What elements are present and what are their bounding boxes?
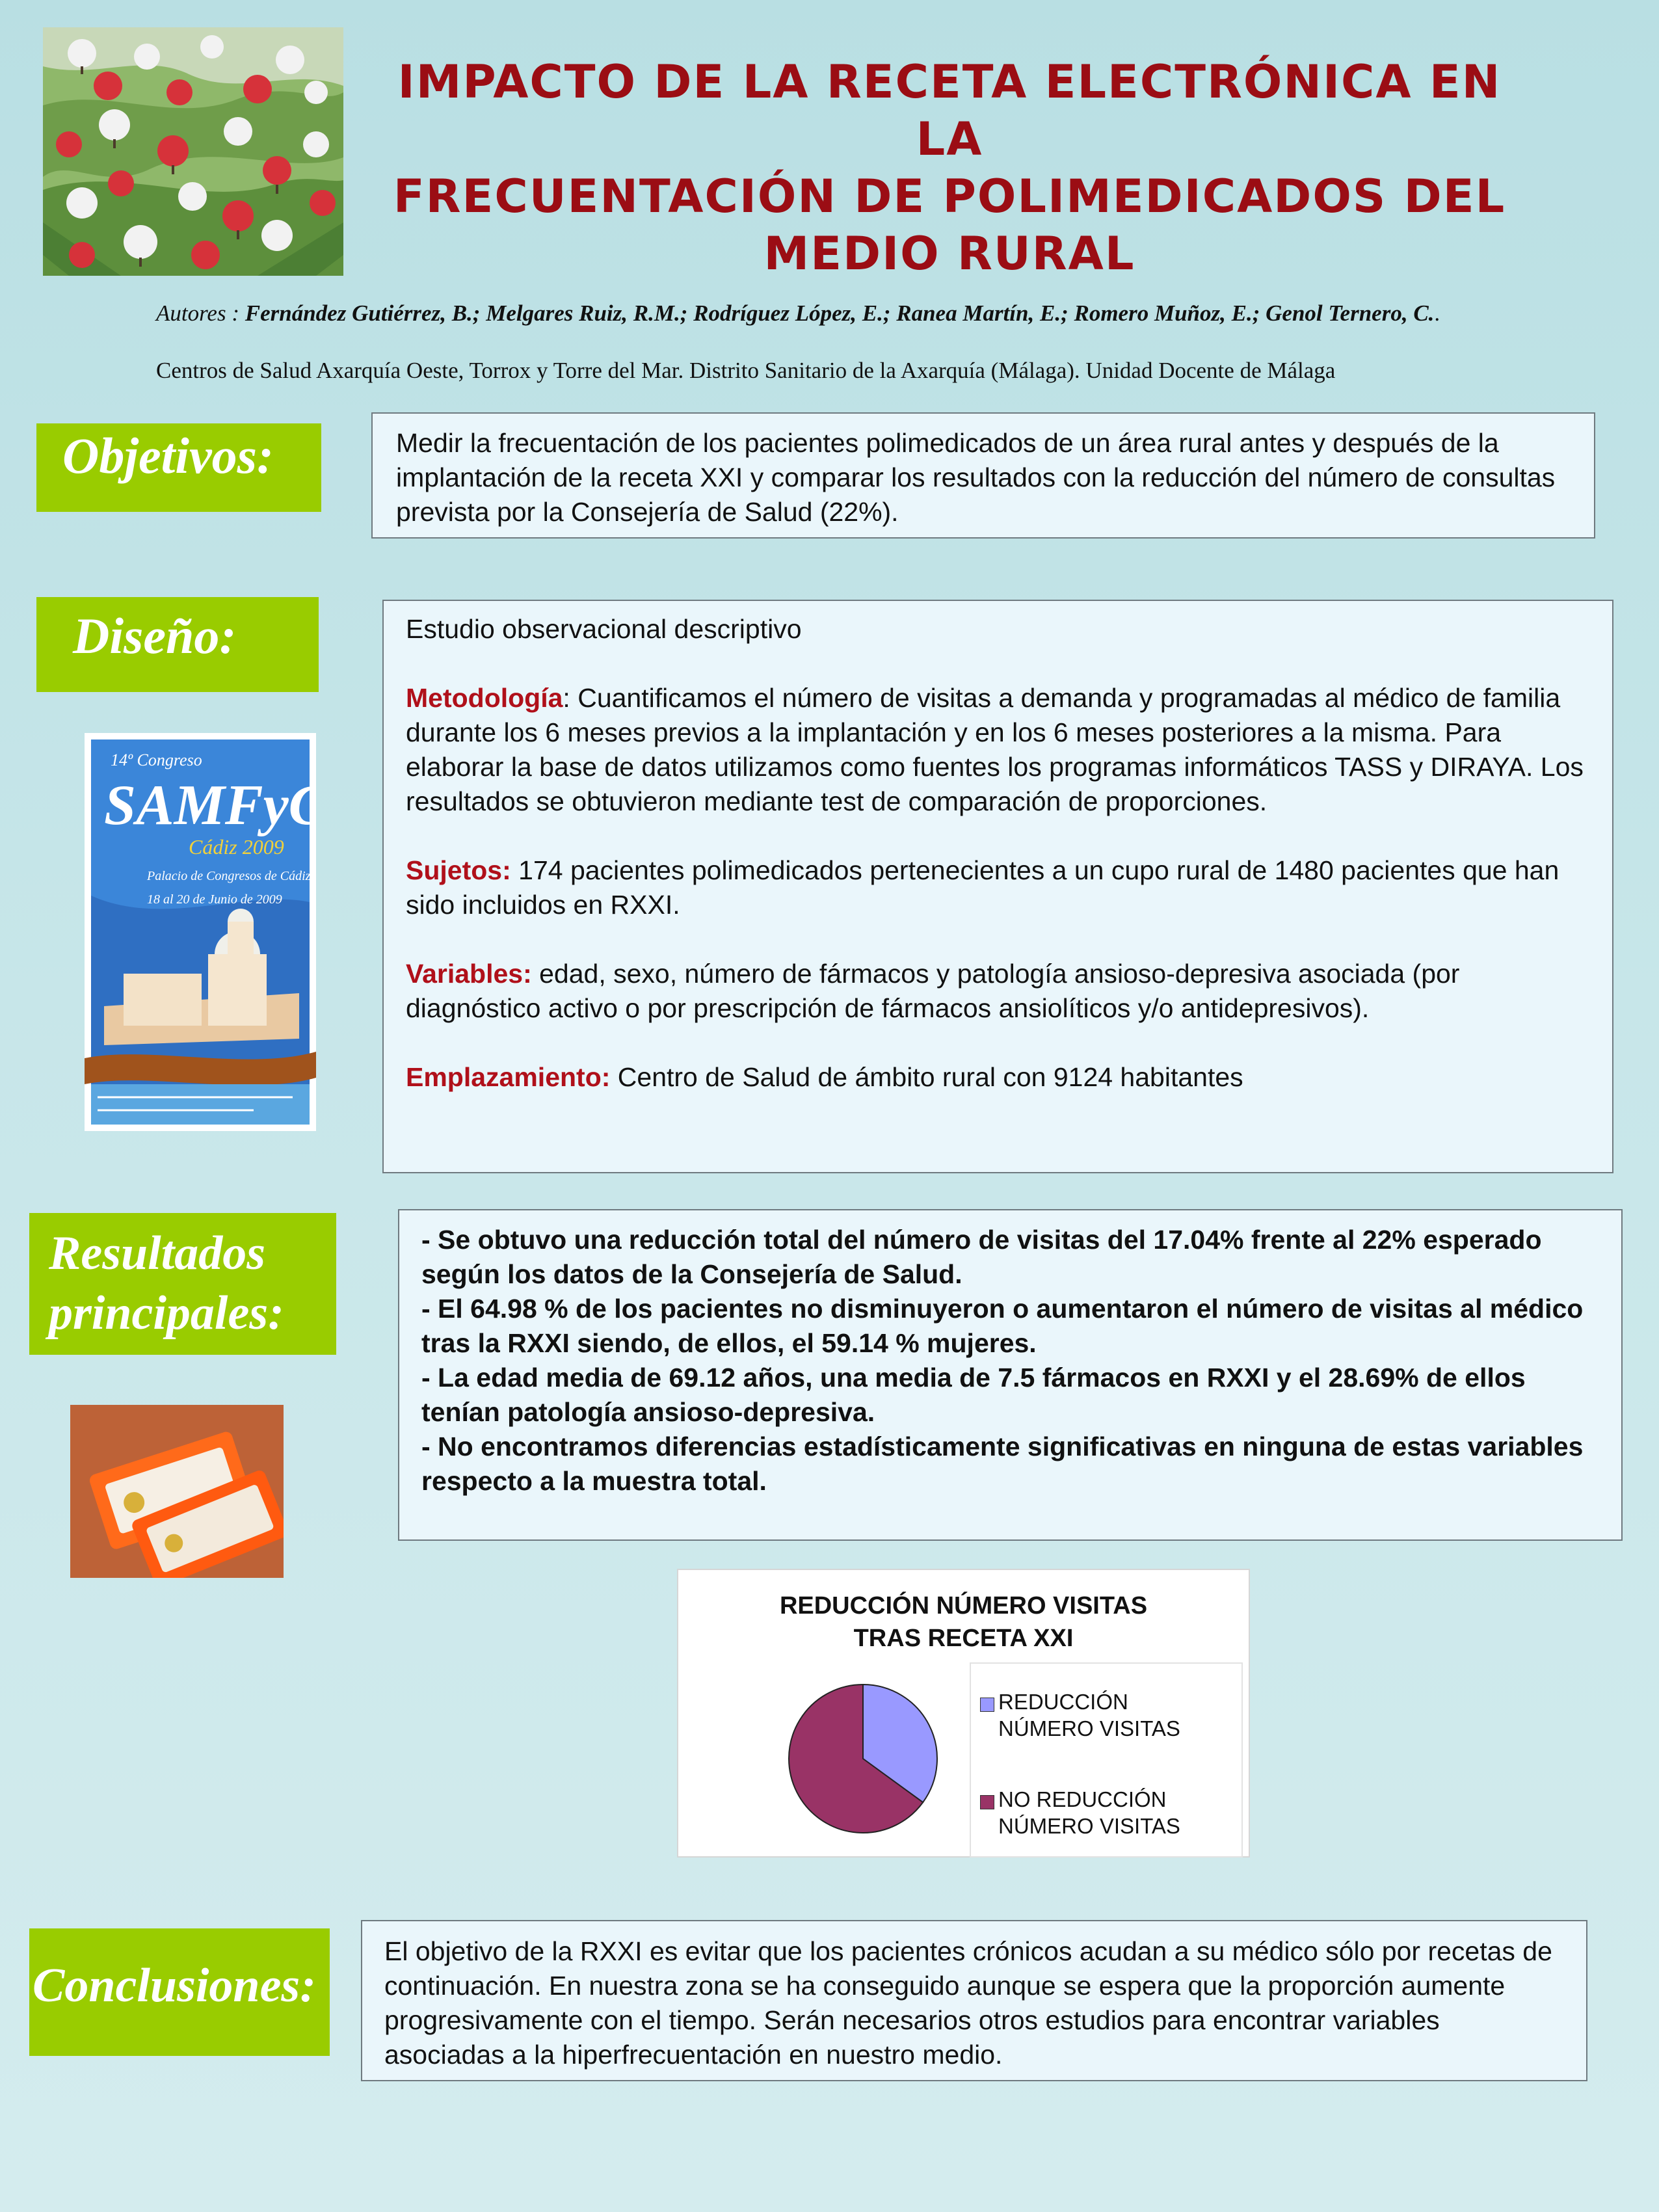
congress-line1: 14º Congreso xyxy=(111,751,202,769)
sujetos-head: Sujetos: xyxy=(406,855,511,885)
objetivos-panel xyxy=(371,412,1595,539)
variables-head: Variables: xyxy=(406,959,532,989)
legend-swatch xyxy=(980,1698,994,1712)
chart-title xyxy=(678,1590,1249,1655)
diseno-panel xyxy=(382,600,1613,1173)
conclusiones-text: El objetivo de la RXXI es evitar que los pacientes crónicos acudan a su médico sólo por recetas de continuación. En nuestra zona se ha conseguido aunque se espera que la proporción aumente progresivamente con el tiempo. Serán necesarios otros estudios para encontrar variables asociadas a la hiperfrecuentación en nuestro medio. xyxy=(384,1936,1552,2070)
diseno-intro: Estudio observacional descriptivo xyxy=(406,614,802,644)
result-item: - La edad media de 69.12 años, una media de 7.5 fármacos en RXXI y el 28.69% de ellos tenían patología ansioso-depresiva. xyxy=(421,1363,1526,1427)
conclusiones-panel xyxy=(361,1920,1587,2081)
samfyc-congress-poster xyxy=(85,733,316,1131)
title-line: MEDIO RURAL xyxy=(763,227,1135,280)
variables-text: edad, sexo, número de fármacos y patología ansioso-depresiva asociada (por diagnóstico activo o por prescripción de fármacos ansiolíticos y/o antidepresivos). xyxy=(406,959,1460,1023)
congress-line3: Cádiz 2009 xyxy=(189,835,284,859)
chart-title-line: REDUCCIÓN NÚMERO VISITAS xyxy=(779,1592,1148,1619)
legend-label: NÚMERO VISITAS xyxy=(998,1716,1180,1740)
affiliation-line: Centros de Salud Axarquía Oeste, Torrox y Torre del Mar. Distrito Sanitario de la Axarquía (Málaga). Unidad Docente de Málaga xyxy=(156,358,1336,383)
legend-label: NO REDUCCIÓN xyxy=(998,1787,1167,1811)
variables-paragraph xyxy=(406,957,1590,1026)
spacer xyxy=(406,646,1590,681)
legend-swatch xyxy=(980,1795,994,1809)
almond-trees-painting xyxy=(43,27,343,276)
resultados-label-line: Resultados xyxy=(49,1227,266,1280)
authors-prefix: Autores : xyxy=(156,300,245,326)
legend-label: NÚMERO VISITAS xyxy=(998,1814,1180,1838)
health-cards-photo xyxy=(70,1405,284,1578)
spacer xyxy=(406,922,1590,957)
title-line: IMPACTO DE LA RECETA ELECTRÓNICA EN LA xyxy=(397,55,1502,166)
congress-line2: SAMFyC xyxy=(104,774,316,837)
spacer xyxy=(406,819,1590,853)
congress-line5: 18 al 20 de Junio de 2009 xyxy=(147,892,282,907)
pie-chart-container xyxy=(677,1569,1250,1858)
emplazamiento-paragraph xyxy=(406,1060,1590,1095)
resultados-panel xyxy=(398,1209,1623,1541)
metodologia-paragraph xyxy=(406,681,1590,819)
sujetos-text: 174 pacientes polimedicados pertenecientes a un cupo rural de 1480 pacientes que han sido incluidos en RXXI. xyxy=(406,855,1559,920)
pie-chart xyxy=(786,1682,940,1835)
chart-legend xyxy=(970,1662,1243,1858)
diseno-label-text: Diseño: xyxy=(73,607,237,664)
title-line: FRECUENTACIÓN DE POLIMEDICADOS DEL xyxy=(393,170,1506,223)
metodologia-text: : Cuantificamos el número de visitas a demanda y programadas al médico de familia durante los 6 meses previos a la implantación y en los 6 meses posteriores a la misma. Para elaborar la base de datos utilizamos como fuentes los programas informáticos TASS y DIRAYA. Los resultados se obtuvieron mediante test de comparación de proporciones. xyxy=(406,683,1584,816)
objetivos-label-text: Objetivos: xyxy=(62,427,274,484)
result-item: - El 64.98 % de los pacientes no disminuyeron o aumentaron el número de visitas al médico tras la RXXI siendo, de ellos, el 59.14 % mujeres. xyxy=(421,1294,1584,1358)
diseno-label xyxy=(36,597,319,692)
emplazamiento-text: Centro de Salud de ámbito rural con 9124 habitantes xyxy=(610,1062,1243,1092)
metodologia-head: Metodología xyxy=(406,683,563,713)
legend-item-reduccion xyxy=(998,1688,1180,1742)
resultados-label-line: principales: xyxy=(49,1286,284,1340)
congress-line4: Palacio de Congresos de Cádiz xyxy=(147,869,311,883)
poster-title xyxy=(377,53,1522,282)
authors-names: Fernández Gutiérrez, B.; Melgares Ruiz, R.M.; Rodríguez López, E.; Ranea Martín, E.; Romero Muñoz, E.; Genol Ternero, C. xyxy=(245,300,1435,326)
spacer xyxy=(406,1026,1590,1060)
legend-item-no-reduccion xyxy=(998,1786,1180,1839)
sujetos-paragraph xyxy=(406,853,1590,922)
chart-title-line: TRAS RECETA XXI xyxy=(853,1625,1074,1652)
conclusiones-label-text: Conclusiones: xyxy=(33,1959,316,2012)
authors-line xyxy=(156,300,1440,326)
resultados-label xyxy=(29,1213,336,1355)
legend-label: REDUCCIÓN xyxy=(998,1690,1128,1714)
emplazamiento-head: Emplazamiento: xyxy=(406,1062,611,1092)
objetivos-label xyxy=(36,423,321,512)
result-item: - No encontramos diferencias estadísticamente significativas en ninguna de estas variables respecto a la muestra total. xyxy=(421,1432,1584,1496)
result-item: - Se obtuvo una reducción total del número de visitas del 17.04% frente al 22% esperado según los datos de la Consejería de Salud. xyxy=(421,1225,1542,1289)
authors-suffix: . xyxy=(1434,300,1440,326)
objetivos-text: Medir la frecuentación de los pacientes polimedicados de un área rural antes y después de la implantación de la receta XXI y comparar los resultados con la reducción del número de consultas prevista por la Consejería de Salud (22%). xyxy=(396,428,1556,527)
conclusiones-label xyxy=(29,1928,330,2056)
